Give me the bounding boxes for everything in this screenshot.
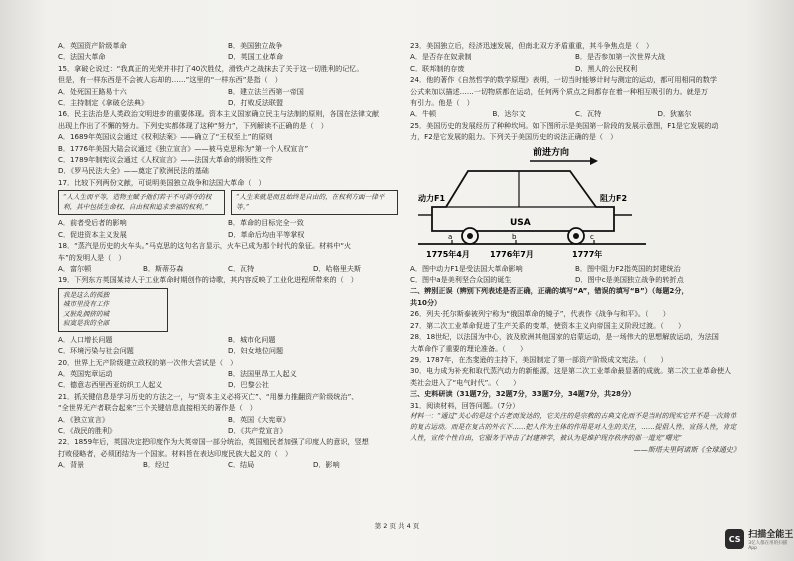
option: A．1689年英国议会通过《权利法案》——确立了“王权至上”的原则 bbox=[58, 132, 273, 142]
q23-options bbox=[410, 63, 740, 74]
option: D．妇女地位问题 bbox=[228, 346, 284, 356]
option: B．1776年美国大陆会议通过《独立宣言》——被马克思称为“第一个人权宣言” bbox=[58, 143, 309, 153]
direction-label: 前进方向 bbox=[533, 147, 570, 158]
q18-options bbox=[58, 263, 398, 274]
option: B．达尔文 bbox=[492, 109, 526, 119]
question-15: 但是，有一样东西是不会被人忘却的……”这里的“一样东西”是指（ ） bbox=[58, 75, 282, 85]
option: A．背景 bbox=[58, 460, 85, 470]
q15-options bbox=[58, 97, 398, 108]
q22-options bbox=[58, 459, 398, 470]
option: D．《罗马民法大全》——奠定了欧洲民法的基础 bbox=[58, 166, 209, 176]
question-17: 17．比较下列两份文献，可说明美国独立战争和法国大革命（ ） bbox=[58, 177, 266, 187]
car-label: USA bbox=[510, 217, 531, 228]
option: A．图中动力F1是受法国大革命影响 bbox=[410, 263, 523, 273]
question-16: 出现上作出了不懈的努力。下列史实都体现了这种“努力”，下列解读不正确的是（ ） bbox=[58, 120, 328, 130]
option: D．打败反法联盟 bbox=[228, 98, 284, 108]
option: C．环境污染与社会问题 bbox=[58, 346, 134, 356]
option: A．富尔顿 bbox=[58, 263, 92, 273]
camscanner-logo-icon: CS bbox=[725, 529, 744, 549]
q20-options bbox=[58, 379, 398, 390]
option: C．瓦特 bbox=[575, 109, 602, 119]
q17-options bbox=[58, 229, 398, 240]
q25-options bbox=[410, 274, 740, 285]
option: A．英国资产阶级革命 bbox=[58, 41, 127, 50]
option: A．前者受后者的影响 bbox=[58, 218, 127, 228]
force-right-label: 阻力F2 bbox=[600, 193, 628, 203]
option: B．法国里昂工人起义 bbox=[228, 368, 297, 378]
judge-item: 29．1787年，在杰斐逊的主持下，美国制定了第一部资产阶级成文宪法。（ ） bbox=[410, 354, 668, 364]
option: D．图中c是美国独立战争的转折点 bbox=[575, 275, 684, 285]
poem-line: 寂寞是我的全部 bbox=[63, 319, 110, 328]
date-label: 1776年7月 bbox=[490, 249, 534, 259]
option: D．革命后均由平等掌权 bbox=[228, 229, 305, 239]
option: B．是否参加第一次世界大战 bbox=[575, 52, 665, 62]
option: B．斯蒂芬森 bbox=[143, 263, 184, 273]
option: A．英国宪章运动 bbox=[58, 368, 113, 378]
question-25: 力，F2是它发展的阻力。下列关于美国历史的说法正确的是（ ） bbox=[410, 132, 618, 142]
scanner-watermark bbox=[725, 527, 794, 551]
q19-options bbox=[58, 334, 398, 345]
document-box: “人人生而平等，造物主赋予他们若干不可剥夺的权利，其中包括生命权、自由权和追求幸福的权利。” bbox=[58, 190, 225, 215]
question-31: 31．阅读材料，回答问题。（7分） bbox=[410, 400, 520, 410]
judge-item: 类社会进入了“电气时代”。（ ） bbox=[410, 377, 521, 387]
question-18: 18．“蒸汽是历史的火车头。”马克思的这句名言显示，火车已成为那个时代的象征。材料中“火 bbox=[58, 241, 352, 251]
car-hub bbox=[467, 233, 473, 239]
section-2-heading: 二、辨别正误（辨别下列表述是否正确，正确的填写“A”，错误的填写“B”）（每题2分， bbox=[410, 286, 689, 296]
option: B．建立法兰西第一帝国 bbox=[228, 86, 304, 96]
q21-options bbox=[58, 414, 398, 425]
mark-b: b bbox=[512, 232, 517, 241]
option: A．处死国王路易十六 bbox=[58, 86, 127, 96]
option: D．《共产党宣言》 bbox=[228, 425, 287, 435]
option: C．主持制定《拿破仑法典》 bbox=[58, 98, 149, 108]
poem-line: 我是这么的孤独 bbox=[63, 290, 110, 299]
q14-options bbox=[58, 51, 398, 62]
judge-item: 30．电力成为补充和取代蒸汽动力的新能源，这是第二次工业革命最显著的成就。第二次工业革命使人 bbox=[410, 366, 732, 376]
section-2-heading: 共10分） bbox=[410, 297, 442, 307]
mark-a: a bbox=[448, 232, 453, 241]
direction-arrowhead bbox=[590, 157, 598, 165]
option: B．经过 bbox=[143, 460, 170, 470]
question-24: 有引力。他是（ ） bbox=[410, 98, 474, 108]
judge-item: 28．18世纪，以法国为中心，波及欧洲其他国家的启蒙运动，是一场伟大的思想解放运动，为法国 bbox=[410, 332, 719, 342]
poem-line: 城市里没有工作 bbox=[63, 300, 110, 309]
q23-options bbox=[410, 51, 740, 62]
usa-car-diagram bbox=[418, 143, 648, 261]
question-21: “全世界无产者联合起来”三个关键信息直接相关的著作是（ ） bbox=[58, 403, 257, 413]
option: D．黑人的公民权利 bbox=[575, 63, 638, 73]
q25-options bbox=[410, 263, 740, 274]
date-label: 1775年4月 bbox=[426, 249, 470, 259]
option: A．牛顿 bbox=[410, 109, 437, 119]
mark-c: c bbox=[590, 232, 594, 241]
question-16: 16．民主法治是人类政治文明进步的重要体现。资本主义国家确立民主与法制的原则，各国在法律文献 bbox=[58, 109, 380, 119]
q17-documents bbox=[58, 188, 398, 217]
left-column bbox=[58, 40, 398, 471]
page-number: 第 2 页 共 4 页 bbox=[374, 522, 420, 530]
option: C．结局 bbox=[228, 460, 255, 470]
option: D．英国工业革命 bbox=[228, 52, 284, 62]
option: B．革命的目标完全一致 bbox=[228, 218, 304, 228]
q21-options bbox=[58, 425, 398, 436]
q15-options bbox=[58, 86, 398, 97]
question-19: 19．下列东方英国某诗人于工业革命时期创作的诗歌，其内容反映了工业化进程所带来的（ ） bbox=[58, 275, 358, 285]
date-label: 1777年 bbox=[572, 249, 603, 259]
app-name: 扫描全能王 bbox=[748, 530, 794, 540]
judge-item: 大革命作了重要的理论准备。（ ） bbox=[410, 343, 528, 353]
app-tagline: 3亿人都在用的扫描App bbox=[748, 541, 788, 551]
car-hub bbox=[573, 233, 579, 239]
question-21: 21．抓关键信息是学习历史的方法之一，与“资本主义必将灭亡”、“用暴力推翻资产阶级统治”、 bbox=[58, 391, 359, 401]
q14-options bbox=[58, 40, 398, 51]
option: D．狄塞尔 bbox=[657, 109, 692, 119]
poem-box bbox=[58, 288, 168, 332]
judge-item: 27．第二次工业革命促进了生产关系的变革，使资本主义向帝国主义阶段过渡。（ ） bbox=[410, 320, 686, 330]
question-18: 车”的发明人是（ ） bbox=[58, 252, 126, 262]
question-22: 22．1859年后，英国决定把印度作为大英帝国一部分统治，英国殖民者加强了印度人的意识，竖想 bbox=[58, 437, 369, 447]
option: D．巴黎公社 bbox=[228, 380, 269, 390]
question-25: 25．美国历史的发展经历了种种坎坷。如下图所示是美国第一阶段的发展示意图，F1是它发展的动 bbox=[410, 120, 719, 130]
q17-options bbox=[58, 217, 398, 228]
option: C．瓦特 bbox=[228, 263, 255, 273]
option: C．德意志西里西亚纺织工人起义 bbox=[58, 380, 163, 390]
option: A．人口增长问题 bbox=[58, 334, 113, 344]
option: C．联邦制的存废 bbox=[410, 63, 465, 73]
option: B．图中阻力F2指英国的封建统治 bbox=[575, 263, 681, 273]
option: A．《独立宣言》 bbox=[58, 414, 109, 424]
option: C．《战民的胜利》 bbox=[58, 425, 117, 435]
option: D．影响 bbox=[313, 460, 340, 470]
option: D．哈格里夫斯 bbox=[313, 263, 362, 273]
question-24: 24．他的著作《自然哲学的数学原理》表明，一切当时能够计时与测定的运动，都可用相同的数学 bbox=[410, 75, 717, 85]
option: B．城市化问题 bbox=[228, 334, 276, 344]
q24-options bbox=[410, 108, 740, 119]
question-24: 公式来加以描述……一切物质都在运动，任何两个质点之间都存在着一种相互吸引的力。就是万 bbox=[410, 86, 708, 96]
q20-options bbox=[58, 368, 398, 379]
force-left-label: 动力F1 bbox=[418, 193, 446, 203]
section-3-heading: 三、史料研读（31题7分，32题7分，33题7分，34题7分，共28分） bbox=[410, 389, 636, 399]
option: C．促进资本主义发展 bbox=[58, 229, 127, 239]
option: B．英国《大宪章》 bbox=[228, 414, 290, 424]
option: C．1789年制宪议会通过《人权宣言》——法国大革命的纲领性文件 bbox=[58, 155, 273, 165]
judge-item: 26．列夫·托尔斯泰被列宁称为“俄国革命的镜子”，代表作《战争与和平》。（ ） bbox=[410, 309, 670, 319]
q19-options bbox=[58, 345, 398, 356]
question-15: 15．拿破仑说过：“我真正的光荣并非打了40次胜仗，滑铁卢之战抹去了关于这一切胜利的记忆。 bbox=[58, 63, 364, 73]
poem-line: 又脏乱拥挤的城 bbox=[63, 309, 110, 318]
material-source: ——斯塔夫里阿诺斯《全球通史》 bbox=[633, 444, 740, 454]
question-22: 打败侵略者，必须团结为一个国家。材料旨在表达印度民族大起义的（ ） bbox=[58, 448, 293, 458]
option: B．美国独立战争 bbox=[228, 41, 283, 50]
material-1: 材料一：“通过”关心的是这个古老而发达的，它关注的是宗教的古典文化而不是当时的现实它并不是一次简单的复古运动。而是在复古的外衣下……把人作为主体的作用是对人生的关注，……提倡人性、宣扬人性，肯定人性，宣传个性自由，它服务于冲击了封建神学，被认为是维护现存秩序的那一道光“曙光” bbox=[410, 411, 737, 442]
question-20: 20．世界上无产阶级建立政权的第一次伟大尝试是（ ） bbox=[58, 357, 238, 367]
option: A．是否存在奴隶制 bbox=[410, 52, 472, 62]
question-23: 23．美国独立后，经济迅速发展，但南北双方矛盾重重，其斗争焦点是（ ） bbox=[410, 41, 654, 50]
document-box: “人生来就是而且始终是自由的，在权利方面一律平等。” bbox=[231, 190, 398, 215]
watermark-text bbox=[748, 527, 794, 551]
option: C．法国大革命 bbox=[58, 52, 106, 62]
right-column bbox=[410, 40, 740, 455]
option: C．图中a是美利坚合众国的诞生 bbox=[410, 275, 512, 285]
